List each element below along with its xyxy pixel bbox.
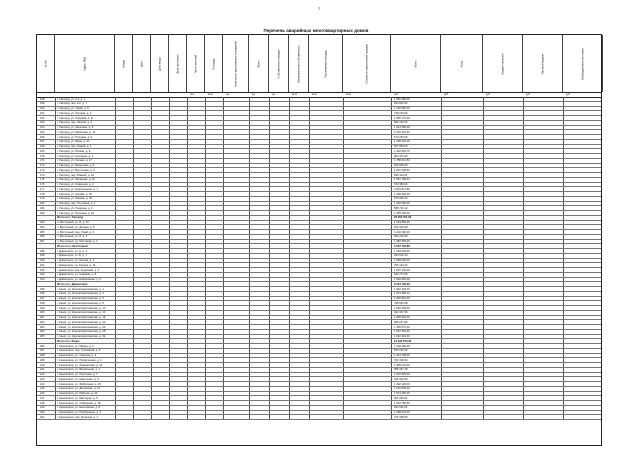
row-address: г. Красноярск, ул. Рабочая, д. 22 [57,392,98,396]
row-number: 169 [40,149,45,153]
row-cost: 876 215,32 [394,349,408,353]
row-address: г. Ужгород, ул. Западная, д. 12 [57,178,95,182]
row-cost: 1 902 433,00 [394,287,410,291]
unit-label: кв.м [312,92,317,96]
row-number: 178 [40,192,45,196]
unit-label: ед. [272,92,276,96]
row-number: 172 [40,164,45,168]
row-cost: 1 486 022,00 [394,363,410,367]
row-address: г. Дивногорск, ул. Лесная, д. 3 [57,259,95,263]
unit-label: руб. [444,92,449,96]
header-cell [391,35,441,92]
row-address: г. Ужгород, ул. Тихая, д. 6 [57,107,89,111]
row-cost: 1 128 460,00 [394,344,410,348]
row-cost: 1 788 214,50 [394,159,410,163]
row-number: 170 [40,154,45,158]
row-address: Итого по г. Ужгород [57,216,83,220]
row-address: г. Ужгород, ул. Садовая, д. 11 [57,116,94,120]
header-cell [441,35,483,92]
row-cost: 1 019 630,40 [394,387,410,391]
row-cost: 1 633 780,00 [394,401,410,405]
row-number: 215 [40,387,45,391]
row-cost: 1 268 044,00 [394,411,410,415]
row-number: 195 [40,287,45,291]
unit-label: руб. [486,92,491,96]
row-number: 165 [40,130,45,134]
unit-label: руб. [394,92,399,96]
row-address: г. Дивногорск, ул. А, д. 4 [57,249,87,253]
row-number: 163 [40,121,45,125]
row-cost: 934 512,44 [394,254,408,258]
row-address: г. Ужгород, пер. Новый, д. 4 [57,145,92,149]
row-address: г. Канск, ул. Краснопартизанская, д. 32 [57,335,106,339]
row-number: 203 [40,325,45,329]
row-cost: 1 455 670,00 [394,325,410,329]
row-cost: 872 415,28 [394,225,408,229]
row-address: г. Ужгород, ул. Речная, д. 9 [57,149,91,153]
row-cost: 1 074 286,12 [394,292,410,296]
row-cost: 615 930,00 [394,164,408,168]
header-label: Собственность граждан [277,49,280,78]
row-cost: 588 743,12 [394,206,408,210]
row-cost: 2 004 917,80 [394,187,410,191]
row-address: г. Канск, ул. Краснопартизанская, д. 3 [57,292,104,296]
row-address: г. Дивногорск, ул. Речная, д. 11 [57,263,96,267]
row-address: г. Красноярск, ул. Енисейская, д. 8 [57,406,101,410]
row-number: 218 [40,401,45,405]
header-label: Номер [122,59,125,68]
row-cost: 731 558,08 [394,415,408,419]
row-cost: 903 472,00 [394,154,408,158]
header-cell [483,35,523,92]
row-cost: 1 630 050,00 [394,278,410,282]
row-number: 171 [40,159,45,163]
row-number: 179 [40,197,45,201]
row-cost: 29 250 751,93 [394,216,412,220]
row-number: 168 [40,145,45,149]
row-address: г. Красноярск, пер. Зеленый, д. 1 [57,415,98,419]
row-cost: 1 267 045,60 [394,168,410,172]
header-cell [205,35,223,92]
row-cost: 1 366 810,00 [394,297,410,301]
row-address: г. Красноярск, пер. Тупиковый, д. 6 [57,349,101,353]
row-address: г. Ужгород, ул. Лесная, д. 17 [57,159,92,163]
row-address: Итого по г. Дивногорск [57,282,88,286]
row-address: г. Ужгород, ул. Пушкина, д. 18 [57,211,94,215]
row-cost: 702 190,64 [394,358,408,362]
header-label: Количество расселяемых помещений [234,40,237,87]
row-cost: 5 203 732,88 [394,244,410,248]
header-label: Фонд [460,60,463,67]
row-address: г. Канск, ул. Краснопартизанская, д. 1 [57,287,104,291]
row-address: г. Канск, ул. Краснопартизанская, д. 14 [57,311,106,315]
row-number: 189 [40,254,45,258]
row-number: 167 [40,140,45,144]
row-number: 193 [40,273,45,277]
row-number: 164 [40,126,45,130]
row-number: 209 [40,358,45,362]
row-number: 188 [40,249,45,253]
row-address: Итого по г. Канск [57,339,80,343]
table-body [37,97,601,420]
header-cell [187,35,205,92]
row-address: п. Восточный, пер. Узкий, д. 9 [57,230,94,234]
row-cost: 1 382 905,00 [394,240,410,244]
row-address: г. Канск, ул. Краснопартизанская, д. 28 [57,330,106,334]
row-cost: 1 198 302,18 [394,140,410,144]
row-number: 221 [40,415,45,419]
row-address: г. Красноярск, ул. Деповская, д. 10 [57,387,101,391]
header-cell [343,35,391,92]
header-label: Муниципальная собственность [297,44,300,83]
unit-label: ед. [252,92,256,96]
table-row [37,415,601,420]
header-label: Бюджет субъекта [501,53,504,74]
row-address: п. Восточный, ул. Б, д. 2 [57,235,88,239]
row-address: г. Красноярск, ул. Озерная, д. 9 [57,354,97,358]
row-address: г. Красноярск, ул. Вокзальная, д. 1 [57,368,101,372]
row-address: г. Канск, ул. Краснопартизанская, д. 10 [57,306,106,310]
row-number: 211 [40,368,45,372]
row-address: г. Ужгород, ул. Луговая, д. 3 [57,111,92,115]
unit-label: ед. [226,92,230,96]
row-cost: 1 456 200,00 [394,211,410,215]
row-address: г. Ужгород, ул. Береговая, д. 6 [57,164,95,168]
row-cost: 1 184 236,00 [394,249,410,253]
row-address: г. Красноярск, ул. Песочная, д. 7 [57,373,98,377]
header-cell [223,35,249,92]
row-cost: 645 902,56 [394,377,408,381]
row-address: г. Ужгород, ул. Гагарина, д. 4 [57,206,93,210]
row-cost: 1 392 118,00 [394,382,410,386]
header-label: Дата окончания [176,53,179,74]
header-cell [269,35,289,92]
row-number: 162 [40,116,45,120]
row-cost: 1 610 344,00 [394,335,410,339]
header-cell [169,35,187,92]
row-cost: 1 207 835,00 [394,373,410,377]
row-number: 159 [40,102,45,106]
row-number: 201 [40,316,45,320]
row-cost: 912 447,36 [394,311,408,315]
row-number: 192 [40,268,45,272]
row-number: 160 [40,107,45,111]
row-number: 173 [40,168,45,172]
row-number: 212 [40,373,45,377]
row-address: г. Ужгород, ул. Кирова, д. 15 [57,192,92,196]
header-label: Внебюджетные источники [581,47,584,80]
row-address: г. Красноярск, ул. Профсоюзов, д. 4 [57,358,102,362]
row-address: г. Ужгород, ул. Мира, д. 21 [57,140,90,144]
row-address: п. Восточный, ул. Дачная, д. 5 [57,225,95,229]
row-number: 187 [40,240,45,244]
row-number: 174 [40,173,45,177]
row-number: 158 [40,97,45,101]
row-address: г. Ужгород, ул. Ленина, д. 30 [57,197,93,201]
row-cost: 1 402 618,75 [394,149,410,153]
header-label: Местный бюджет [541,53,544,74]
row-number: 184 [40,225,45,229]
row-number: 182 [40,211,45,215]
unit-label: чел. [190,92,195,96]
table-header [37,35,601,93]
header-label: Дата [140,60,143,67]
row-cost: 702 384,00 [394,183,408,187]
row-number: 181 [40,206,45,210]
row-address: г. Ужгород, ул. Школьная, д. 14 [57,130,96,134]
row-address: г. Канск, ул. Краснопартизанская, д. 8 [57,301,104,305]
unit-label: кв.м [208,92,213,96]
row-cost: 1 037 582,20 [394,330,410,334]
row-address: г. Ужгород, ул. Заречная, д. 8 [57,126,94,130]
header-label: Всего [414,60,417,67]
header-label: Всего [257,60,260,67]
row-cost: 994 812,52 [394,102,408,106]
row-number: 191 [40,263,45,267]
row-cost: 798 654,48 [394,301,408,305]
row-cost: 862 133,40 [394,121,408,125]
row-number: 199 [40,306,45,310]
row-number: 198 [40,301,45,305]
row-number: 177 [40,187,45,191]
row-address: г. Ужгород, пер. Почтовый, д. 1 [57,202,96,206]
row-number: 176 [40,183,45,187]
row-cost: 748 219,06 [394,111,408,115]
header-label: Число жителей [194,54,197,73]
row-number: 166 [40,135,45,139]
row-cost: 1 551 708,24 [394,178,410,182]
row-address: г. Красноярск, ул. Ломоносова, д. 12 [57,363,103,367]
row-address: г. Дивногорск, ул. Б, д. 7 [57,254,87,258]
document-title: Перечень аварийных многоквартирных домов [263,28,369,33]
row-address: г. Дивногорск, ул. Садовая, д. 8 [57,273,97,277]
unit-label: руб. [566,92,571,96]
row-cost: 1 574 266,00 [394,392,410,396]
row-number: 183 [40,221,45,225]
row-address: г. Канск, ул. Краснопартизанская, д. 20 [57,320,106,324]
row-cost: 1 297 442,00 [394,268,410,272]
row-address: г. Канск, ул. Краснопартизанская, д. 16 [57,316,106,320]
row-address: г. Ужгород, ул. Северная, д. 2 [57,183,94,187]
header-cell [563,35,603,92]
row-number: 206 [40,344,45,348]
row-cost: 1 138 460,00 [394,192,410,196]
header-label: Дата ввода [158,56,161,71]
header-cell [115,35,133,92]
row-number: 186 [40,235,45,239]
row-cost: 839 112,00 [394,173,408,177]
row-cost: 766 104,32 [394,263,408,267]
row-number: 185 [40,230,45,234]
row-number: 220 [40,411,45,415]
row-number: 213 [40,377,45,381]
row-cost: 1 506 774,00 [394,116,410,120]
row-address: г. Красноярск, ул. Шахтеров, д. 5 [57,396,98,400]
row-address: г. Ужгород, ул. Полевая, д. 5 [57,135,93,139]
row-cost: 1 044 580,00 [394,126,410,130]
row-address: г. Ужгород, ул. Центральная, д. 7 [57,187,98,191]
header-label: Стоимость переселения граждан [365,43,368,84]
row-cost: 958 347,18 [394,368,408,372]
row-number: 200 [40,311,45,315]
row-number: 180 [40,202,45,206]
row-address: г. Ужгород, ул. 2-я, д. 1 [57,97,86,101]
row-address: г. Дивногорск, ул. Набережная, д. 5 [57,278,101,282]
row-cost: 1 522 305,00 [394,306,410,310]
row-cost: 1 248 920,00 [394,316,410,320]
row-cost: 976 025,44 [394,197,408,201]
row-number: 196 [40,292,45,296]
header-cell [289,35,309,92]
row-number: 214 [40,382,45,386]
row-address: г. Ужгород, ул. Нагорная, д. 1 [57,154,94,158]
row-number: 217 [40,396,45,400]
row-number: 219 [40,406,45,410]
row-cost: 1 210 340,00 [394,230,410,234]
row-cost: 674 230,00 [394,135,408,139]
row-cost: 1 320 600,00 [394,202,410,206]
header-label: Площадь [212,57,215,70]
row-address: г. Канск, ул. Краснопартизанская, д. 24 [57,325,106,329]
row-number: 210 [40,363,45,367]
header-cell [133,35,151,92]
unit-label: кв.м [292,92,297,96]
row-cost: 557 860,00 [394,145,408,149]
header-label: № п/п [44,59,47,68]
row-cost: 1 043 860,00 [394,221,410,225]
row-cost: 1 120 050,00 [394,107,410,111]
row-address: г. Красноярск, ул. Сибирская, д. 18 [57,401,101,405]
header-cell [309,35,343,92]
row-address: г. Ужгород, пер. Лесной, д. 2 [57,121,93,125]
row-address: г. Красноярск, ул. Прибрежная, д. 3 [57,411,102,415]
page-number: 7 [318,6,321,11]
row-number: 197 [40,297,45,301]
row-address: г. Красноярск, ул. Малая, д. 2 [57,344,94,348]
row-cost: 924 511,26 [394,406,408,410]
row-cost: 843 771,56 [394,273,408,277]
row-number: 208 [40,354,45,358]
data-table [36,34,602,446]
row-number: 161 [40,111,45,115]
header-cell [55,35,115,92]
row-address: Итого по п. Восточный [57,244,88,248]
header-cell [37,35,55,92]
row-number: 194 [40,278,45,282]
row-cost: 1 344 708,00 [394,354,410,358]
row-address: г. Ужгород, пер. Южный, д. 10 [57,173,94,177]
header-label: Адрес МКД [83,56,86,71]
row-address: г. Ужгород, пер. 2-й, д. 7 [57,102,87,106]
row-number: 216 [40,392,45,396]
row-cost: 1 256 456,00 [394,97,410,101]
header-cell [151,35,169,92]
unit-label: кв.м [346,92,351,96]
row-cost: 811 409,92 [394,396,408,400]
unit-label: руб. [526,92,531,96]
row-number: 205 [40,335,45,339]
row-address: г. Красноярск, ул. Цветочная, д. 3 [57,377,99,381]
row-address: г. Красноярск, ул. Фабричная, д. 15 [57,382,101,386]
row-cost: 683 217,84 [394,320,408,324]
row-address: г. Канск, ул. Краснопартизанская, д. 5 [57,297,104,301]
row-number: 190 [40,259,45,263]
row-number: 175 [40,178,45,182]
row-cost: 2 310 416,32 [394,130,410,134]
row-cost: 13 632 670,36 [394,339,412,343]
row-address: п. Восточный, ул. Мостовая, д. 1 [57,240,98,244]
row-cost: 694 212,60 [394,235,408,239]
row-number: 202 [40,320,45,324]
header-label: Расселяемая площадь [324,49,327,78]
row-address: г. Дивногорск, пер. Кедровый, д. 2 [57,268,100,272]
header-cell [249,35,269,92]
row-number: 204 [40,330,45,334]
row-cost: 8 164 736,32 [394,282,410,286]
row-number: 207 [40,349,45,353]
header-cell [523,35,563,92]
row-cost: 1 508 620,00 [394,259,410,263]
row-address: п. Восточный, ул. Б, д. 13 [57,221,89,225]
row-address: г. Ужгород, ул. Восточная, д. 3 [57,168,95,172]
